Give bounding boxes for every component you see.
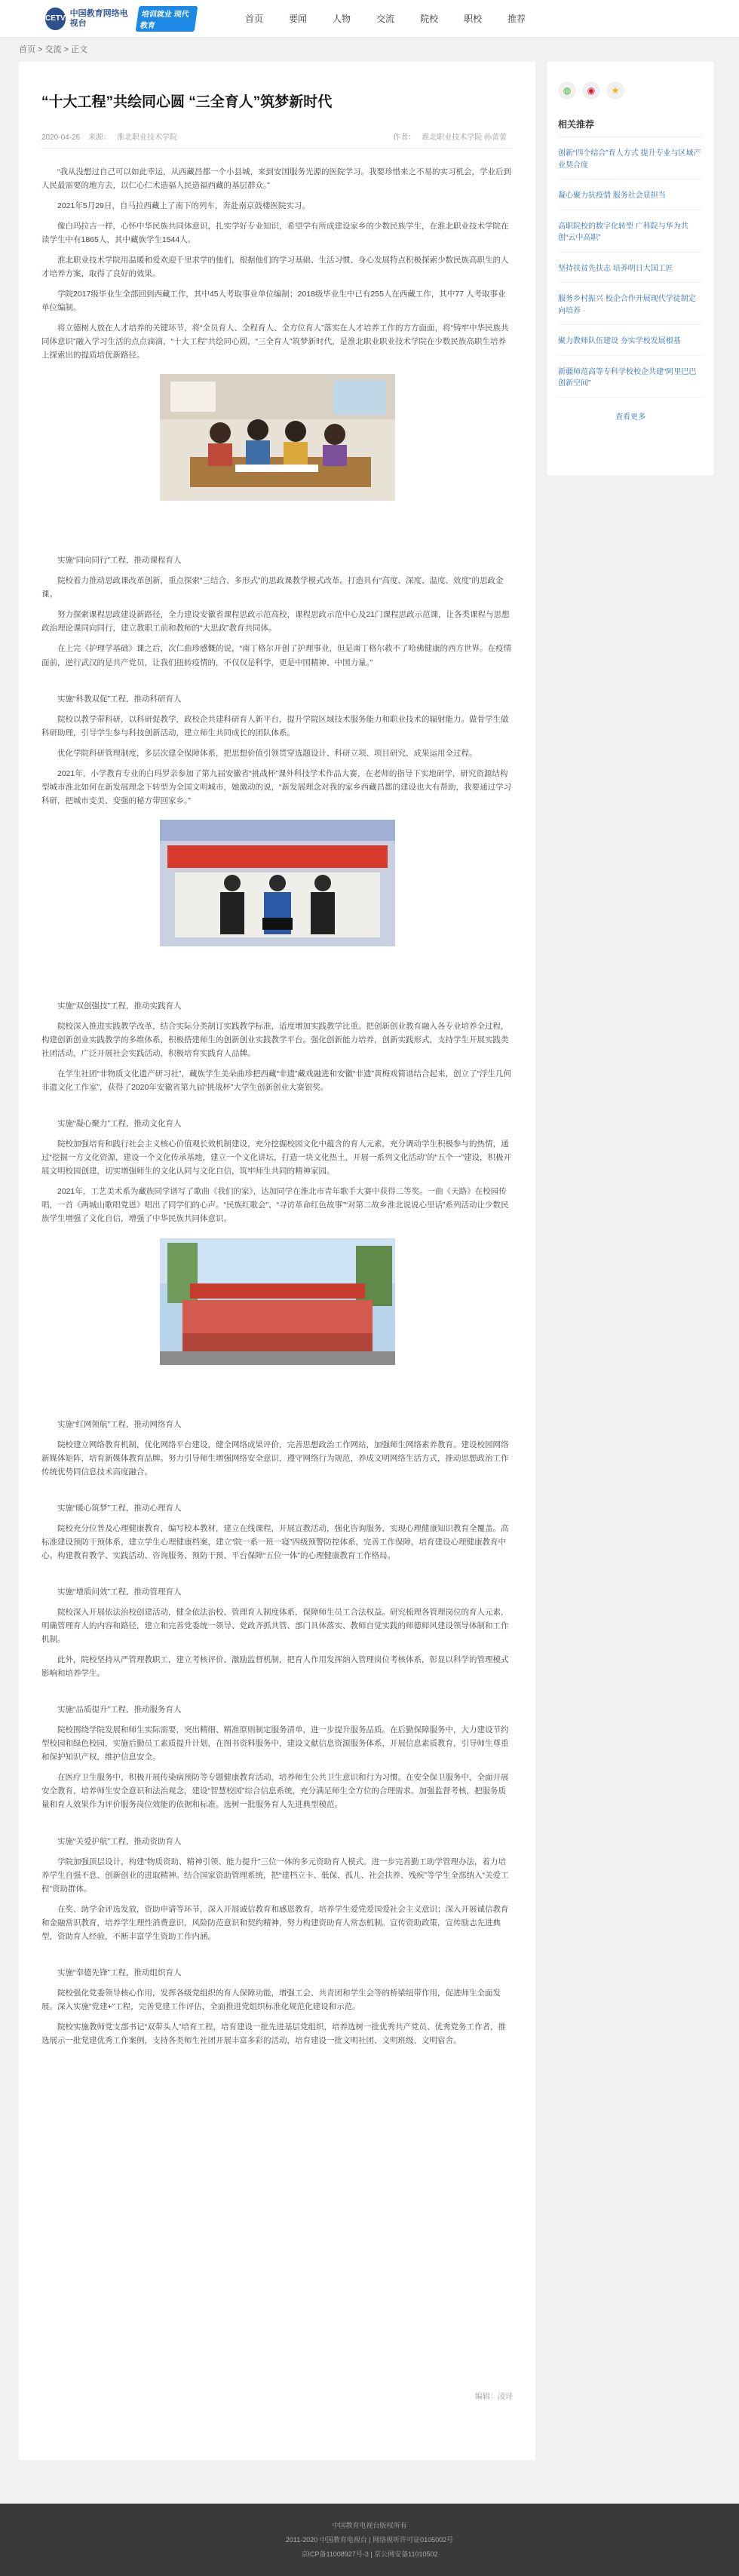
- recommend-item[interactable]: 凝心聚力抗疫情 服务社会显担当: [558, 190, 703, 210]
- paragraph: 此外，院校坚持从严管理教职工，建立考核评价、激励监督机制，把育人作用发挥纳入管理岗位考核体系，彰显以科学的管理模式影响和培养学生。: [41, 1655, 509, 1679]
- site-header: [0, 0, 739, 38]
- author-label: 作者：: [393, 133, 416, 142]
- paragraph: 2021年5月29日，自马拉西藏上了南下的列车，奔赴南京鼓楼医院实习。: [57, 201, 310, 210]
- section-heading: 实施“奉德先锋”工程，推动组织育人: [57, 1967, 182, 1977]
- star-icon[interactable]: ★: [606, 81, 624, 100]
- article-photo: [160, 374, 395, 501]
- paragraph: 院校深入开展依法治校创建活动，健全依法治校、管理育人制度体系，保障师生员工合法权益。研究梳理各管理岗位的育人元素，明确管理育人的内容和路径，建立和完善党委统一领导、党政齐抓共管、部门具体落实、教师自觉实践的师德师风建设领导体制和工作机制。: [41, 1607, 509, 1645]
- article-body: [41, 165, 513, 2047]
- paragraph: 院校加强培育和践行社会主义核心价值观长效机制建设，充分挖掘校园文化中蕴含的育人元素，充分调动学生积极参与的热情，通过“挖掘一方文化资源，建设一个文化传承基地，建立一个文化讲坛，打造一块文化热土，开展一系列文化活动”的“五个一”建设，积极开展文明校园创建，切实增强师生的文化认同与文化自信，筑牢师生共同的精神家园。: [41, 1139, 511, 1176]
- paragraph: 院校深入推进实践教学改革，结合实际分类制订实践教学标准，适度增加实践教学比重。把创新创业教育融入各专业培养全过程，构建创新创业实践教学的多维体系，积极搭建师生的创新创业实践教学平台。强化创新能力培养，创新实践形式，支持学生开展实践类社团活动，广泛开展社会实践活动，积极培育实践育人品牌。: [41, 1021, 509, 1059]
- paragraph: “我从没想过自己可以如此幸运，从西藏昌都一个小县城，来到安国服务光源的医院学习。我要珍惜来之不易的实习机会，学业后到人民最需要的地方去，以仁心仁术造福人民造福西藏的基层群众。”: [41, 167, 511, 190]
- article-editor: [475, 2390, 513, 2401]
- section-heading: 实施“品质提升”工程，推动服务育人: [57, 1705, 182, 1715]
- recommend-item[interactable]: 服务乡村振兴 校企合作开展现代学徒制定向培养: [558, 293, 703, 325]
- cetv-emblem-icon: CETV: [45, 8, 66, 30]
- footer-line-3: 京ICP备11008927号-3 | 京公网安备11010502: [301, 2550, 438, 2558]
- nav-item[interactable]: 职校: [464, 13, 483, 24]
- nav-item[interactable]: 院校: [420, 13, 439, 24]
- paragraph: 淮北职业技术学院用温暖和爱欢迎千里求学的他们，根据他们的学习基础、生活习惯、身心发展特点积极探索少数民族高职生的人才培养方案，取得了良好的效果。: [41, 255, 509, 278]
- paragraph: 优化学院科研管理制度，多层次建全保障体系，把思想价值引领贯穿选题设计、科研立项、项目研究、成果运用全过程。: [57, 748, 477, 758]
- recommend-item[interactable]: 新疆师范高等专科学校校企共建“阿里巴巴创新空间”: [558, 366, 703, 398]
- site-logo[interactable]: [45, 6, 196, 32]
- logo-text: 中国教育网络电视台: [69, 9, 128, 28]
- wechat-icon[interactable]: ◍: [558, 81, 576, 100]
- paragraph: 院校着力推动思政课改革创新，重点探索“三结合、多形式”的思政课教学模式改革。打造具有“高度、深度、温度、效度”的思政金课。: [41, 576, 504, 600]
- editor-name: 凌诗: [498, 2393, 513, 2401]
- recommend-item[interactable]: 坚持扶贫先扶志 培养明日大国工匠: [558, 263, 703, 284]
- article-photo: [160, 820, 395, 946]
- share-bar: [558, 81, 703, 100]
- recommend-list: [558, 148, 703, 398]
- paragraph: 院校以教学带科研，以科研促教学，政校企共建科研育人新平台，提升学院区域技术服务能力和职业技术的辐射能力。做骨学生做科研助理，引导学生参与科技创新活动，建立师生共同成长的团队体系。: [41, 714, 509, 738]
- footer-line-1: 中国教育电视台版权所有: [332, 2522, 407, 2529]
- sidebar: [547, 62, 713, 475]
- breadcrumb[interactable]: 首页 > 交流 > 正文: [19, 45, 88, 54]
- editor-label: 编辑：: [475, 2393, 498, 2401]
- recommend-title: 相关推荐: [558, 118, 703, 137]
- paragraph: 努力探索课程思政建设新路径，全力建设安徽省课程思政示范高校，课程思政示范中心及21门课程思政示范课，让各类课程与思想政治理论课同向同行，建立教职工前和教师的“大思政”教育共同体。: [41, 610, 510, 633]
- paragraph: 将立德树人放在人才培养的关键环节，将“全员育人、全程育人、全方位育人”落实在人才培养工作的方方面面，将“铸牢中华民族共同体意识”融入学习生活的点点滴滴，“十大工程”共绘同心圆，“三全育人”筑梦新时代，是淮北职业职业技术学院在少数民族高职生培养上探索出的提质培优新路径。: [41, 324, 509, 360]
- section-heading: 实施“红网领航”工程，推动网络育人: [57, 1419, 182, 1429]
- nav-item[interactable]: 要闻: [289, 13, 308, 24]
- article-photo: [160, 1238, 395, 1365]
- source-label: 来源：: [87, 133, 111, 142]
- section-heading: 实施“增质问效”工程，推动管理育人: [57, 1587, 182, 1596]
- article-author: 淮北职业技术学院 孙蕾蕾: [422, 133, 507, 142]
- section-heading: 实施“双创强技”工程，推动实践育人: [57, 1001, 182, 1010]
- paragraph: 院校强化党委领导核心作用，发挥各级党组织的育人保障功能，增强工会、共青团和学生会等的桥梁纽带作用，促进师生全面发展。深入实施“党建+”工程，完善党建工作评估，全面推进党组织标准化规范化建设和示范。: [41, 1988, 501, 2011]
- nav-item[interactable]: 首页: [245, 13, 264, 24]
- main-nav: [232, 0, 538, 38]
- weibo-icon[interactable]: ◉: [582, 81, 600, 100]
- paragraph: 学院2017级毕业生全部回到西藏工作，其中45人考取事业单位编制；2018级毕业生中已有255人在西藏工作，其中77 人考取事业单位编制。: [41, 290, 506, 313]
- section-heading: 实施“暖心筑梦”工程，推动心理育人: [57, 1503, 182, 1513]
- article-container: [19, 62, 535, 2460]
- paragraph: 院校充分位普及心理健康教育，编写校本教材，建立在线课程，开展宣教活动，强化咨询服务，实现心理健康知识教育全覆盖。高标准建设预防干预体系，建立学生心理健康档案，建立“院一系一班一寝”四级预警防控体系，完善工作保障，培育建设心理健康教育中心。构建教育教学、实践活动、咨询服务、预防干预、平台保障“五位一体”的心理健康教育工作格局。: [41, 1523, 509, 1560]
- paragraph: 院校围绕学院发展和师生实际需要，突出精细、精准原则制定服务清单，进一步提升服务品质。在后勤保障服务中，大力建设节约型校园和绿色校园，实施后勤员工素质提升计划，在图书资料服务中，建设文献信息资源服务体系，开展信息素质教育，引导师生尊重和保护知识产权，维护信息安全。: [41, 1725, 509, 1762]
- paragraph: 学院加强顶层设计，构建“物质资助、精神引领、能力提升”三位一体的多元资助育人模式。进一步完善勤工助学管理办法，着力培养学生自强不息、创新创业的进取精神。结合国家资助管理系统，把“建档立卡、低保、孤儿、社会扶养、残疾”等学生全部纳入“关爱工程”资助群体。: [41, 1857, 509, 1894]
- paragraph: 在奖、助学金评选发放，资助申请等环节，深入开展诚信教育和感恩教育，培养学生爱党爱国爱社会主义意识；深入开展诚信教育和金融常识教育，培养学生理性消费意识，风险防范意识和契约精神，努力构建资助育人常态机制。宣传资助政策，宣传励志先进典型，资助育人经验，不断丰富学生资助工作内涵。: [41, 1904, 509, 1941]
- site-footer: [0, 2504, 739, 2576]
- section-heading: 实施“同向同行”工程，推动课程育人: [57, 556, 182, 566]
- paragraph: 在医疗卫生服务中，积极开展传染病预防等专题健康教育活动，培养师生公共卫生意识和行为习惯。在安全保卫服务中，全面开展安全教育，培养师生安全意识和法治观念，建设“智慧校园”综合信息系统，充分满足师生全方位的合理需求。加强监督考核，把服务质量和育人效果作为评价服务岗位效能的依据和标准。选树一批服务育人先进典型模范。: [41, 1773, 509, 1810]
- paragraph: 2021年，工艺美术系为藏族同学谱写了歌曲《我们的家》，达加同学在淮北市青年歌手大赛中获得二等奖。一曲《天路》在校园传唱，一首《两城山歌唱党恩》唱出了同学们的心声。“民族红歌会”、“寻访革命红色故事”“对第二故乡淮北说说心里话”系列活动让少数民族学生增强了文化自信，增强了中华民族共同体意识。: [41, 1187, 509, 1224]
- paragraph: 像白玛拉吉一样，心怀中华民族共同体意识，扎实学好专业知识，希望学有所成建设家乡的少数民族学生，在淮北职业技术学院在读学生中有1865人，其中藏族学生1544人。: [41, 221, 509, 244]
- recommend-item[interactable]: 高职院校的数字化转型 广科院与华为共创“云中高职”: [558, 221, 703, 253]
- section-heading: 实施“凝心聚力”工程，推动文化育人: [57, 1119, 182, 1129]
- footer-line-2: 2011-2020 中国教育电视台 | 网络视听许可证0105002号: [285, 2536, 454, 2544]
- recommend-item[interactable]: 创新“四个结合”育人方式 提升专业与区域产业契合度: [558, 148, 703, 179]
- paragraph: 2021年，小学教育专业的白玛罗亲参加了第九届安徽省“挑战杯”课外科技学术作品大赛，在老师的指导下实地研学，研究资源结构型城市淮北如何在新发展理念下转型为全国文明城市，她激动的说，“新发展理念对我的家乡西藏昌都的建设也大有帮助，我要通过学习科研，把城市变美、变强的秘方带回家乡。”: [41, 768, 511, 805]
- nav-item[interactable]: 推荐: [507, 13, 526, 24]
- section-heading: 实施“科教双促”工程，推动科研育人: [57, 694, 182, 704]
- paragraph: 在上完《护理学基础》课之后，次仁曲珍感慨的说，“南丁格尔开创了护理事业，但是南丁格尔救不了哈佛健康的西方世界。在疫情面前，逆行武汉的是共产党员，让我们扭转疫情的，不仅仅是科学，更是中国精神、中国力量。”: [41, 644, 511, 667]
- article-source: 淮北职业技术学院: [116, 133, 177, 142]
- article-meta: [41, 130, 513, 149]
- article-date: 2020-04-26: [41, 133, 81, 142]
- paragraph: 院校实施教师党支部书记“双带头人”培育工程，培育建设一批先进基层党组织，培养选树一批优秀共产党员、优秀党务工作者，推选展示一批党建优秀工作案例，支持各类师生社团开展丰富多彩的活动，培育建设一批文明社团、文明班级、文明宿舍。: [41, 2022, 506, 2046]
- article-title: “十大工程”共绘同心圆 “三全育人”筑梦新时代: [41, 94, 333, 110]
- logo-badge: 培训就业 现代教育: [136, 6, 198, 32]
- more-link[interactable]: 查看更多: [615, 412, 645, 422]
- paragraph: 院校建立网络教育机制，优化网络平台建设，健全网络成果评价，完善思想政治工作网站，加强师生网络素养教育。建设校园网络新媒体矩阵，培育新媒体教育品牌。努力引导师生增强网络安全意识，遵守网络行为规范，养成文明网络生活方式，推动思想政治工作传统优势同信息技术高度融合。: [41, 1440, 509, 1477]
- recommend-item[interactable]: 聚力教师队伍建设 夯实学校发展根基: [558, 336, 703, 356]
- section-heading: 实施“关爱护航”工程，推动资助育人: [57, 1836, 182, 1846]
- nav-item[interactable]: 交流: [376, 13, 395, 24]
- nav-item[interactable]: 人物: [333, 13, 351, 24]
- paragraph: 在学生社团“非物质文化遗产研习社”，藏族学生美朵曲珍把西藏“非遗”藏戏融进和安徽“非遗”黄梅戏简谱结合起来，创立了“浮生几何非遗文化工作室”，获得了2020年安徽省第九届“挑战杯”大学生创新创业大赛银奖。: [41, 1069, 511, 1093]
